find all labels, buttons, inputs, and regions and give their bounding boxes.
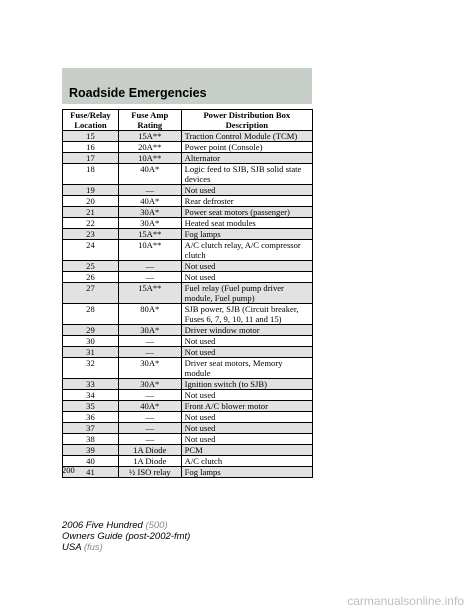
description-cell (181, 358, 312, 379)
table-row (63, 261, 313, 272)
footer-guide: Owners Guide (post-2002-fmt) (62, 531, 191, 542)
fuse-number-cell: 19 (63, 185, 119, 196)
description-cell (181, 131, 312, 142)
footer-model-code: (500) (145, 520, 168, 531)
description-line: SJB power, SJB (Circuit breaker, (184, 304, 299, 314)
table-row (63, 347, 313, 358)
fuse-number-cell: 17 (63, 153, 119, 164)
amp-rating-cell: 10A** (118, 153, 181, 164)
amp-rating-cell: — (118, 272, 181, 283)
table-row (63, 390, 313, 401)
table-row (63, 358, 313, 379)
description-line: Fog lamps (184, 467, 221, 477)
table-row (63, 325, 313, 336)
fuse-number-cell: 22 (63, 218, 119, 229)
description-cell (181, 196, 312, 207)
description-line: Not used (184, 434, 216, 444)
amp-rating-cell: ½ ISO relay (118, 467, 181, 478)
header-fuse-location (63, 110, 119, 131)
footer-line (62, 531, 190, 542)
description-line: Power point (Console) (184, 142, 263, 152)
fuse-number-cell: 25 (63, 261, 119, 272)
description-cell (181, 456, 312, 467)
description-line: Logic feed to SJB, SJB solid state (184, 164, 302, 174)
page-number: 200 (62, 465, 75, 475)
description-line: Not used (184, 390, 216, 400)
description-cell (181, 240, 312, 261)
description-cell (181, 347, 312, 358)
description-cell (181, 218, 312, 229)
description-cell (181, 336, 312, 347)
section-header (62, 68, 312, 104)
fuse-number-cell: 36 (63, 412, 119, 423)
fuse-number-cell: 18 (63, 164, 119, 185)
amp-rating-cell: 30A* (118, 325, 181, 336)
table-row (63, 445, 313, 456)
amp-rating-cell: 10A** (118, 240, 181, 261)
amp-rating-cell: — (118, 390, 181, 401)
table-row (63, 456, 313, 467)
amp-rating-cell: 15A** (118, 131, 181, 142)
fuse-number-cell: 39 (63, 445, 119, 456)
description-line: clutch (184, 250, 206, 260)
amp-rating-cell: 30A* (118, 218, 181, 229)
description-line: PCM (184, 445, 203, 455)
description-line: Fog lamps (184, 229, 221, 239)
amp-rating-cell: 15A** (118, 229, 181, 240)
fuse-number-cell: 15 (63, 131, 119, 142)
table-row (63, 131, 313, 142)
description-line: Not used (184, 423, 216, 433)
description-cell (181, 379, 312, 390)
table-row (63, 164, 313, 185)
fuse-number-cell: 24 (63, 240, 119, 261)
description-cell (181, 304, 312, 325)
amp-rating-cell: — (118, 261, 181, 272)
table-row (63, 423, 313, 434)
description-cell (181, 325, 312, 336)
amp-rating-cell: 30A* (118, 207, 181, 218)
description-line: Fuel relay (Fuel pump driver (184, 283, 284, 293)
table-row (63, 283, 313, 304)
description-line: Not used (184, 185, 216, 195)
fuse-number-cell: 20 (63, 196, 119, 207)
table-row (63, 401, 313, 412)
amp-rating-cell: — (118, 347, 181, 358)
table-body (63, 131, 313, 478)
amp-rating-cell: 30A* (118, 379, 181, 390)
amp-rating-cell: — (118, 412, 181, 423)
description-cell (181, 229, 312, 240)
amp-rating-cell: — (118, 185, 181, 196)
fuse-number-cell: 41 (63, 467, 119, 478)
description-cell (181, 412, 312, 423)
table-row (63, 207, 313, 218)
fuse-number-cell: 35 (63, 401, 119, 412)
footer-region-code: (fus) (83, 542, 103, 553)
table-row (63, 379, 313, 390)
fuse-number-cell: 38 (63, 434, 119, 445)
header-line: Power Distribution Box (203, 110, 291, 120)
header-line: Rating (137, 120, 163, 130)
description-line: Not used (184, 336, 216, 346)
description-cell (181, 207, 312, 218)
footer-line (62, 542, 190, 553)
table-row (63, 185, 313, 196)
fuse-number-cell: 28 (63, 304, 119, 325)
description-cell (181, 401, 312, 412)
description-line: module, Fuel pump) (184, 293, 255, 303)
description-cell (181, 423, 312, 434)
table-row (63, 336, 313, 347)
table-row (63, 434, 313, 445)
description-line: Fuses 6, 7, 9, 10, 11 and 15) (184, 314, 282, 324)
description-line: Not used (184, 347, 216, 357)
watermark: carmanualsonline.info (347, 594, 464, 608)
header-line: Description (225, 120, 269, 130)
amp-rating-cell: 20A** (118, 142, 181, 153)
fuse-number-cell: 37 (63, 423, 119, 434)
description-line: Front A/C blower motor (184, 401, 268, 411)
section-title: Roadside Emergencies (69, 86, 207, 100)
amp-rating-cell: — (118, 434, 181, 445)
amp-rating-cell: 40A* (118, 401, 181, 412)
description-line: Not used (184, 412, 216, 422)
description-line: Not used (184, 261, 216, 271)
table-header-row (63, 110, 313, 131)
table-row (63, 412, 313, 423)
amp-rating-cell: 1A Diode (118, 456, 181, 467)
description-cell (181, 272, 312, 283)
table-row (63, 218, 313, 229)
fuse-number-cell: 30 (63, 336, 119, 347)
description-cell (181, 390, 312, 401)
fuse-number-cell: 26 (63, 272, 119, 283)
description-line: Power seat motors (passenger) (184, 207, 290, 217)
description-line: A/C clutch (184, 456, 223, 466)
header-line: Fuse Amp (131, 110, 169, 120)
description-cell (181, 164, 312, 185)
amp-rating-cell: — (118, 336, 181, 347)
fuse-number-cell: 23 (63, 229, 119, 240)
description-cell (181, 467, 312, 478)
header-line: Fuse/Relay (70, 110, 111, 120)
description-line: devices (184, 174, 211, 184)
table-row (63, 240, 313, 261)
description-cell (181, 283, 312, 304)
footer-region: USA (62, 542, 82, 553)
description-line: Not used (184, 272, 216, 282)
description-cell (181, 261, 312, 272)
table-row (63, 229, 313, 240)
description-line: Rear defroster (184, 196, 234, 206)
description-cell (181, 445, 312, 456)
description-cell (181, 153, 312, 164)
fuse-number-cell: 33 (63, 379, 119, 390)
fuse-table (62, 109, 313, 478)
description-line: Driver window motor (184, 325, 260, 335)
fuse-number-cell: 40 (63, 456, 119, 467)
table-row (63, 153, 313, 164)
amp-rating-cell: 15A** (118, 283, 181, 304)
header-description (181, 110, 312, 131)
amp-rating-cell: 40A* (118, 196, 181, 207)
fuse-number-cell: 34 (63, 390, 119, 401)
fuse-number-cell: 31 (63, 347, 119, 358)
table-row (63, 304, 313, 325)
description-cell (181, 142, 312, 153)
description-line: Driver seat motors, Memory (184, 358, 283, 368)
fuse-number-cell: 16 (63, 142, 119, 153)
table-row (63, 272, 313, 283)
footer-line (62, 520, 190, 531)
description-line: Ignition switch (to SJB) (184, 379, 267, 389)
header-amp-rating (118, 110, 181, 131)
description-line: Alternator (184, 153, 220, 163)
table-row (63, 467, 313, 478)
description-line: A/C clutch relay, A/C compressor (184, 240, 301, 250)
description-line: Heated seat modules (184, 218, 256, 228)
amp-rating-cell: 40A* (118, 164, 181, 185)
fuse-number-cell: 21 (63, 207, 119, 218)
amp-rating-cell: 1A Diode (118, 445, 181, 456)
document-footer (62, 520, 190, 553)
table-row (63, 142, 313, 153)
amp-rating-cell: 30A* (118, 358, 181, 379)
description-cell (181, 434, 312, 445)
table-row (63, 196, 313, 207)
fuse-number-cell: 27 (63, 283, 119, 304)
description-line: module (184, 368, 211, 378)
description-cell (181, 185, 312, 196)
description-line: Traction Control Module (TCM) (184, 131, 298, 141)
fuse-number-cell: 29 (63, 325, 119, 336)
fuse-number-cell: 32 (63, 358, 119, 379)
amp-rating-cell: — (118, 423, 181, 434)
header-line: Location (74, 120, 107, 130)
footer-model: 2006 Five Hundred (62, 520, 143, 531)
amp-rating-cell: 80A* (118, 304, 181, 325)
